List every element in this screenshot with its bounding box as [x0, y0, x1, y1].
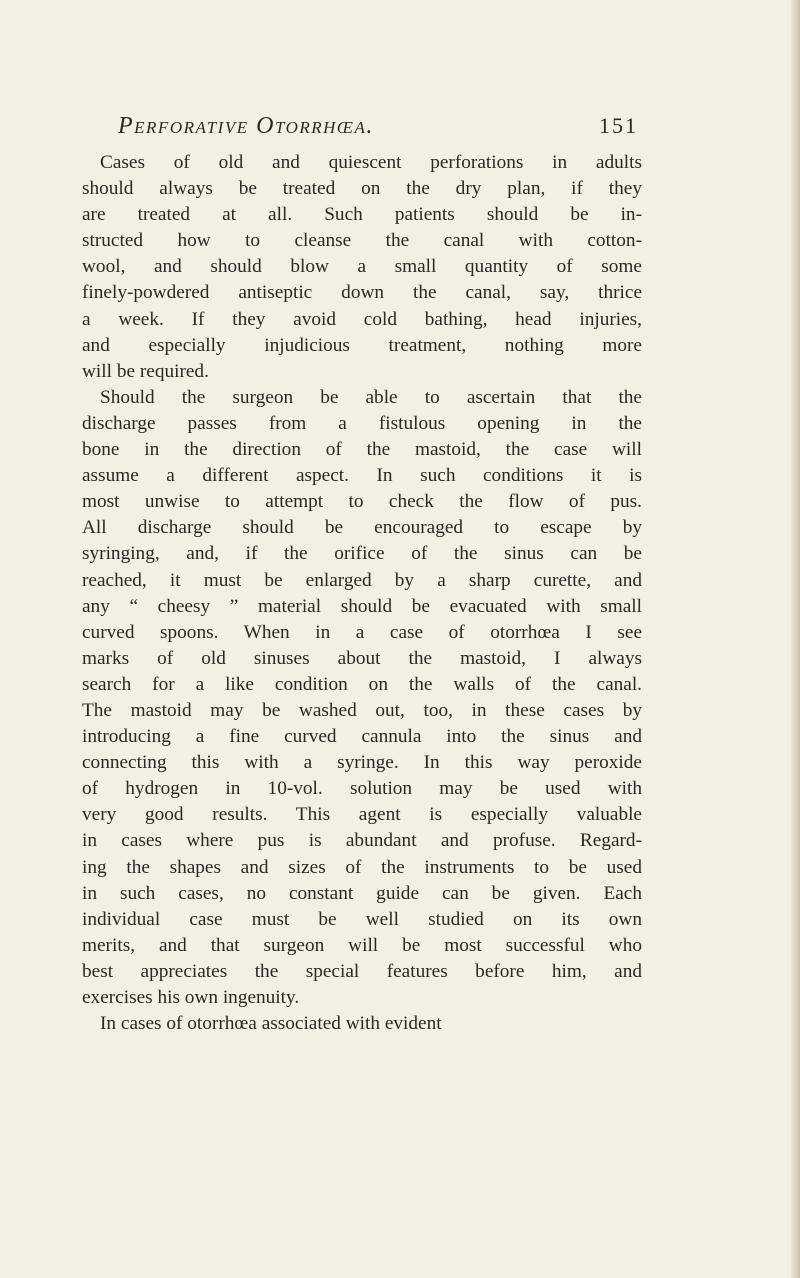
text-line: a week. If they avoid cold bathing, head injuries, — [82, 308, 642, 330]
body-text — [82, 150, 642, 1037]
text-line: in cases where pus is abundant and profuse. Regard- — [82, 830, 642, 852]
text-line: and especially injudicious treatment, nothing more — [82, 334, 642, 356]
text-line: introducing a fine curved cannula into the sinus and — [82, 726, 642, 748]
text-line: Should the surgeon be able to ascertain that the — [100, 386, 642, 408]
text-line: are treated at all. Such patients should be in- — [82, 204, 642, 226]
text-line: will be required. — [82, 360, 209, 382]
text-line: any “ cheesy ” material should be evacuated with small — [82, 595, 642, 617]
text-line: merits, and that surgeon will be most successful who — [82, 934, 642, 956]
text-line: Cases of old and quiescent perforations in adults — [100, 152, 642, 173]
page-number: 151 — [599, 113, 638, 138]
text-line: of hydrogen in 10-vol. solution may be used with — [82, 778, 642, 800]
text-line: ing the shapes and sizes of the instruments to be used — [82, 856, 642, 878]
text-line: structed how to cleanse the canal with cotton- — [82, 230, 642, 252]
text-line: syringing, and, if the orifice of the sinus can be — [82, 543, 642, 565]
text-line: connecting this with a syringe. In this way peroxide — [82, 752, 642, 774]
text-line: should always be treated on the dry plan, if they — [82, 178, 642, 200]
text-line: finely-powdered antiseptic down the canal, say, thrice — [82, 282, 642, 304]
text-line: marks of old sinuses about the mastoid, I always — [82, 647, 642, 669]
text-line: very good results. This agent is especially valuable — [82, 804, 642, 826]
running-title: Perforative Otorrhœa. — [118, 113, 374, 139]
text-line: bone in the direction of the mastoid, the case will — [82, 439, 642, 461]
text-line: The mastoid may be washed out, too, in these cases by — [82, 699, 642, 721]
text-line: reached, it must be enlarged by a sharp curette, and — [82, 569, 642, 591]
text-line: best appreciates the special features before him, and — [82, 960, 642, 982]
text-line: assume a different aspect. In such conditions it is — [82, 465, 642, 487]
text-line: All discharge should be encouraged to escape by — [82, 517, 642, 539]
running-header — [118, 113, 638, 143]
page-edge-shadow — [791, 0, 800, 1278]
text-line: wool, and should blow a small quantity of some — [82, 256, 642, 278]
text-line: search for a like condition on the walls of the canal. — [82, 673, 642, 695]
text-line: individual case must be well studied on its own — [82, 908, 642, 930]
text-line: exercises his own ingenuity. — [82, 987, 300, 1008]
text-line: curved spoons. When in a case of otorrhœa I see — [82, 621, 642, 643]
text-line: most unwise to attempt to check the flow of pus. — [82, 491, 642, 513]
text-line: in such cases, no constant guide can be given. Each — [82, 882, 642, 904]
text-line: In cases of otorrhœa associated with evident — [100, 1013, 442, 1035]
text-line: discharge passes from a fistulous opening in the — [82, 412, 642, 434]
